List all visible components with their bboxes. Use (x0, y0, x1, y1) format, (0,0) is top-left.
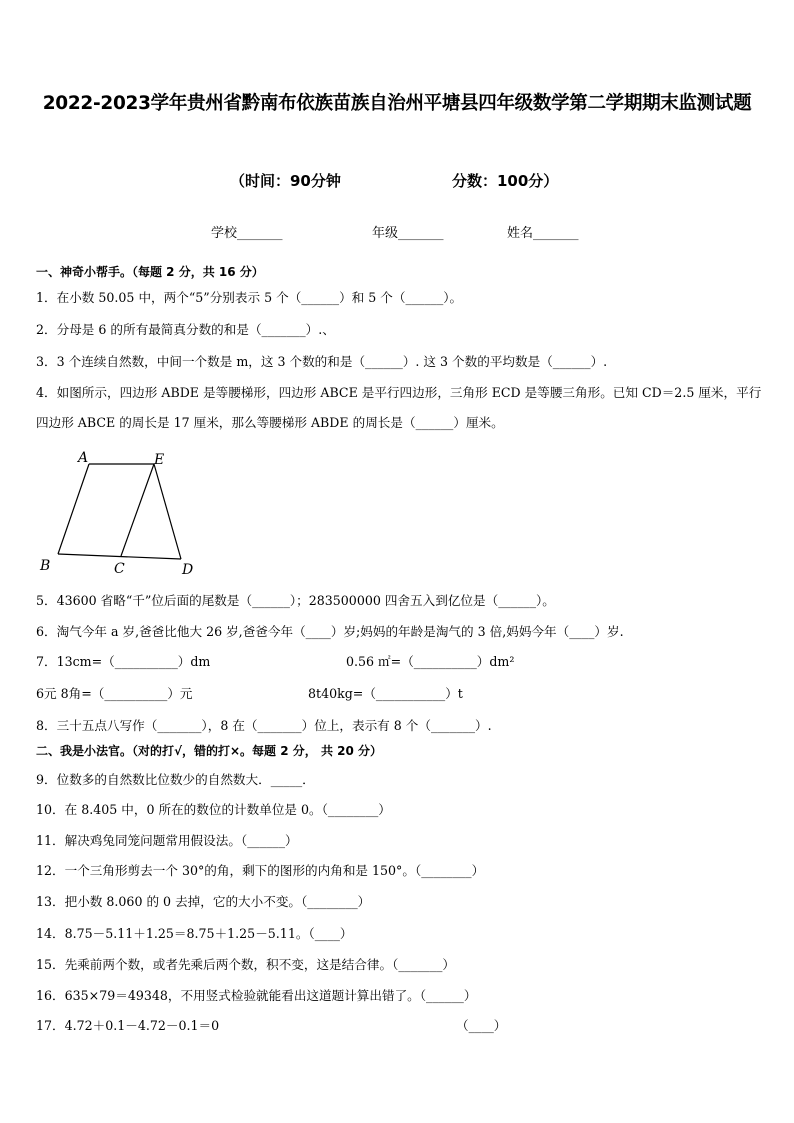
section-1-heading: 一、神奇小帮手。（每题 2 分，共 16 分） (36, 265, 264, 279)
question-7a: 7．13cm=（__________）dm (36, 654, 211, 669)
edge-ED (154, 464, 181, 559)
edge-EC (121, 464, 154, 556)
question-7c: 6元 8角=（__________）元 (36, 686, 193, 701)
page-title: 2022-2023学年贵州省黔南布依族苗族自治州平塘县四年级数学第二学期期末监测试题 (42, 93, 752, 114)
section-2-heading: 二、我是小法官。（对的打√，错的打×。每题 2 分， 共 20 分） (36, 744, 382, 758)
exam-score: 分数：100分） (452, 172, 559, 190)
label-D: D (182, 562, 194, 578)
question-8: 8．三十五点八写作（_______），8 在（_______）位上，表示有 8 个（_______）. (36, 718, 492, 733)
question-16: 16．635×79＝49348，不用竖式检验就能看出这道题计算出错了。（______） (36, 988, 477, 1003)
question-10: 10．在 8.405 中，0 所在的数位的计数单位是 0。（________） (36, 802, 391, 817)
label-B: B (40, 558, 51, 574)
question-9: 9．位数多的自然数比位数少的自然数大．_____． (36, 772, 315, 787)
question-17: 17．4.72＋0.1－4.72－0.1＝0 (36, 1018, 220, 1033)
question-13: 13．把小数 8.060 的 0 去掉，它的大小不变。（________） (36, 894, 371, 909)
edge-BD (58, 554, 181, 559)
question-5: 5．43600 省略“千”位后面的尾数是（______）；283500000 四舍五入到亿位是（______）。 (36, 593, 555, 608)
trapezoid-figure (36, 444, 206, 580)
label-E: E (154, 452, 165, 468)
question-2: 2．分母是 6 的所有最简真分数的和是（_______）.、 (36, 322, 335, 337)
question-11: 11．解决鸡兔同笼问题常用假设法。（______） (36, 833, 298, 848)
question-4: 4．如图所示，四边形 ABDE 是等腰梯形，四边形 ABCE 是平行四边形，三角形 ECD 是等腰三角形。已知 CD＝2.5 厘米，平行四边形 ABCE 的周长是 17 厘米，那么等腰梯形 ABDE 的周长是（______）厘米。 (36, 385, 762, 430)
school-field: 学校_______ (211, 226, 283, 241)
question-7b: 0.56 ㎡=（__________）dm² (346, 654, 515, 669)
name-field: 姓名_______ (507, 226, 579, 241)
question-3: 3．3 个连续自然数，中间一个数是 m，这 3 个数的和是（______）. 这 3 个数的平均数是（______）. (36, 354, 608, 369)
question-12: 12．一个三角形剪去一个 30°的角，剩下的图形的内角和是 150°。（________） (36, 863, 485, 878)
question-15: 15．先乘前两个数，或者先乘后两个数，积不变，这是结合律。（_______） (36, 957, 456, 972)
edge-AB (58, 464, 89, 554)
question-17-answer-blank: （____） (456, 1018, 507, 1033)
question-14: 14．8.75－5.11＋1.25＝8.75＋1.25－5.11。（____） (36, 926, 353, 941)
label-C: C (114, 561, 125, 577)
question-6: 6．淘气今年 a 岁,爸爸比他大 26 岁,爸爸今年（____）岁;妈妈的年龄是淘气的 3 倍,妈妈今年（____）岁. (36, 624, 624, 639)
grade-field: 年级_______ (372, 226, 444, 241)
label-A: A (78, 450, 89, 466)
question-7d: 8t40kg=（___________）t (308, 686, 463, 701)
question-1: 1．在小数 50.05 中，两个“5”分别表示 5 个（______）和 5 个（______）。 (36, 290, 463, 305)
exam-time: （时间：90分钟 (230, 172, 341, 190)
